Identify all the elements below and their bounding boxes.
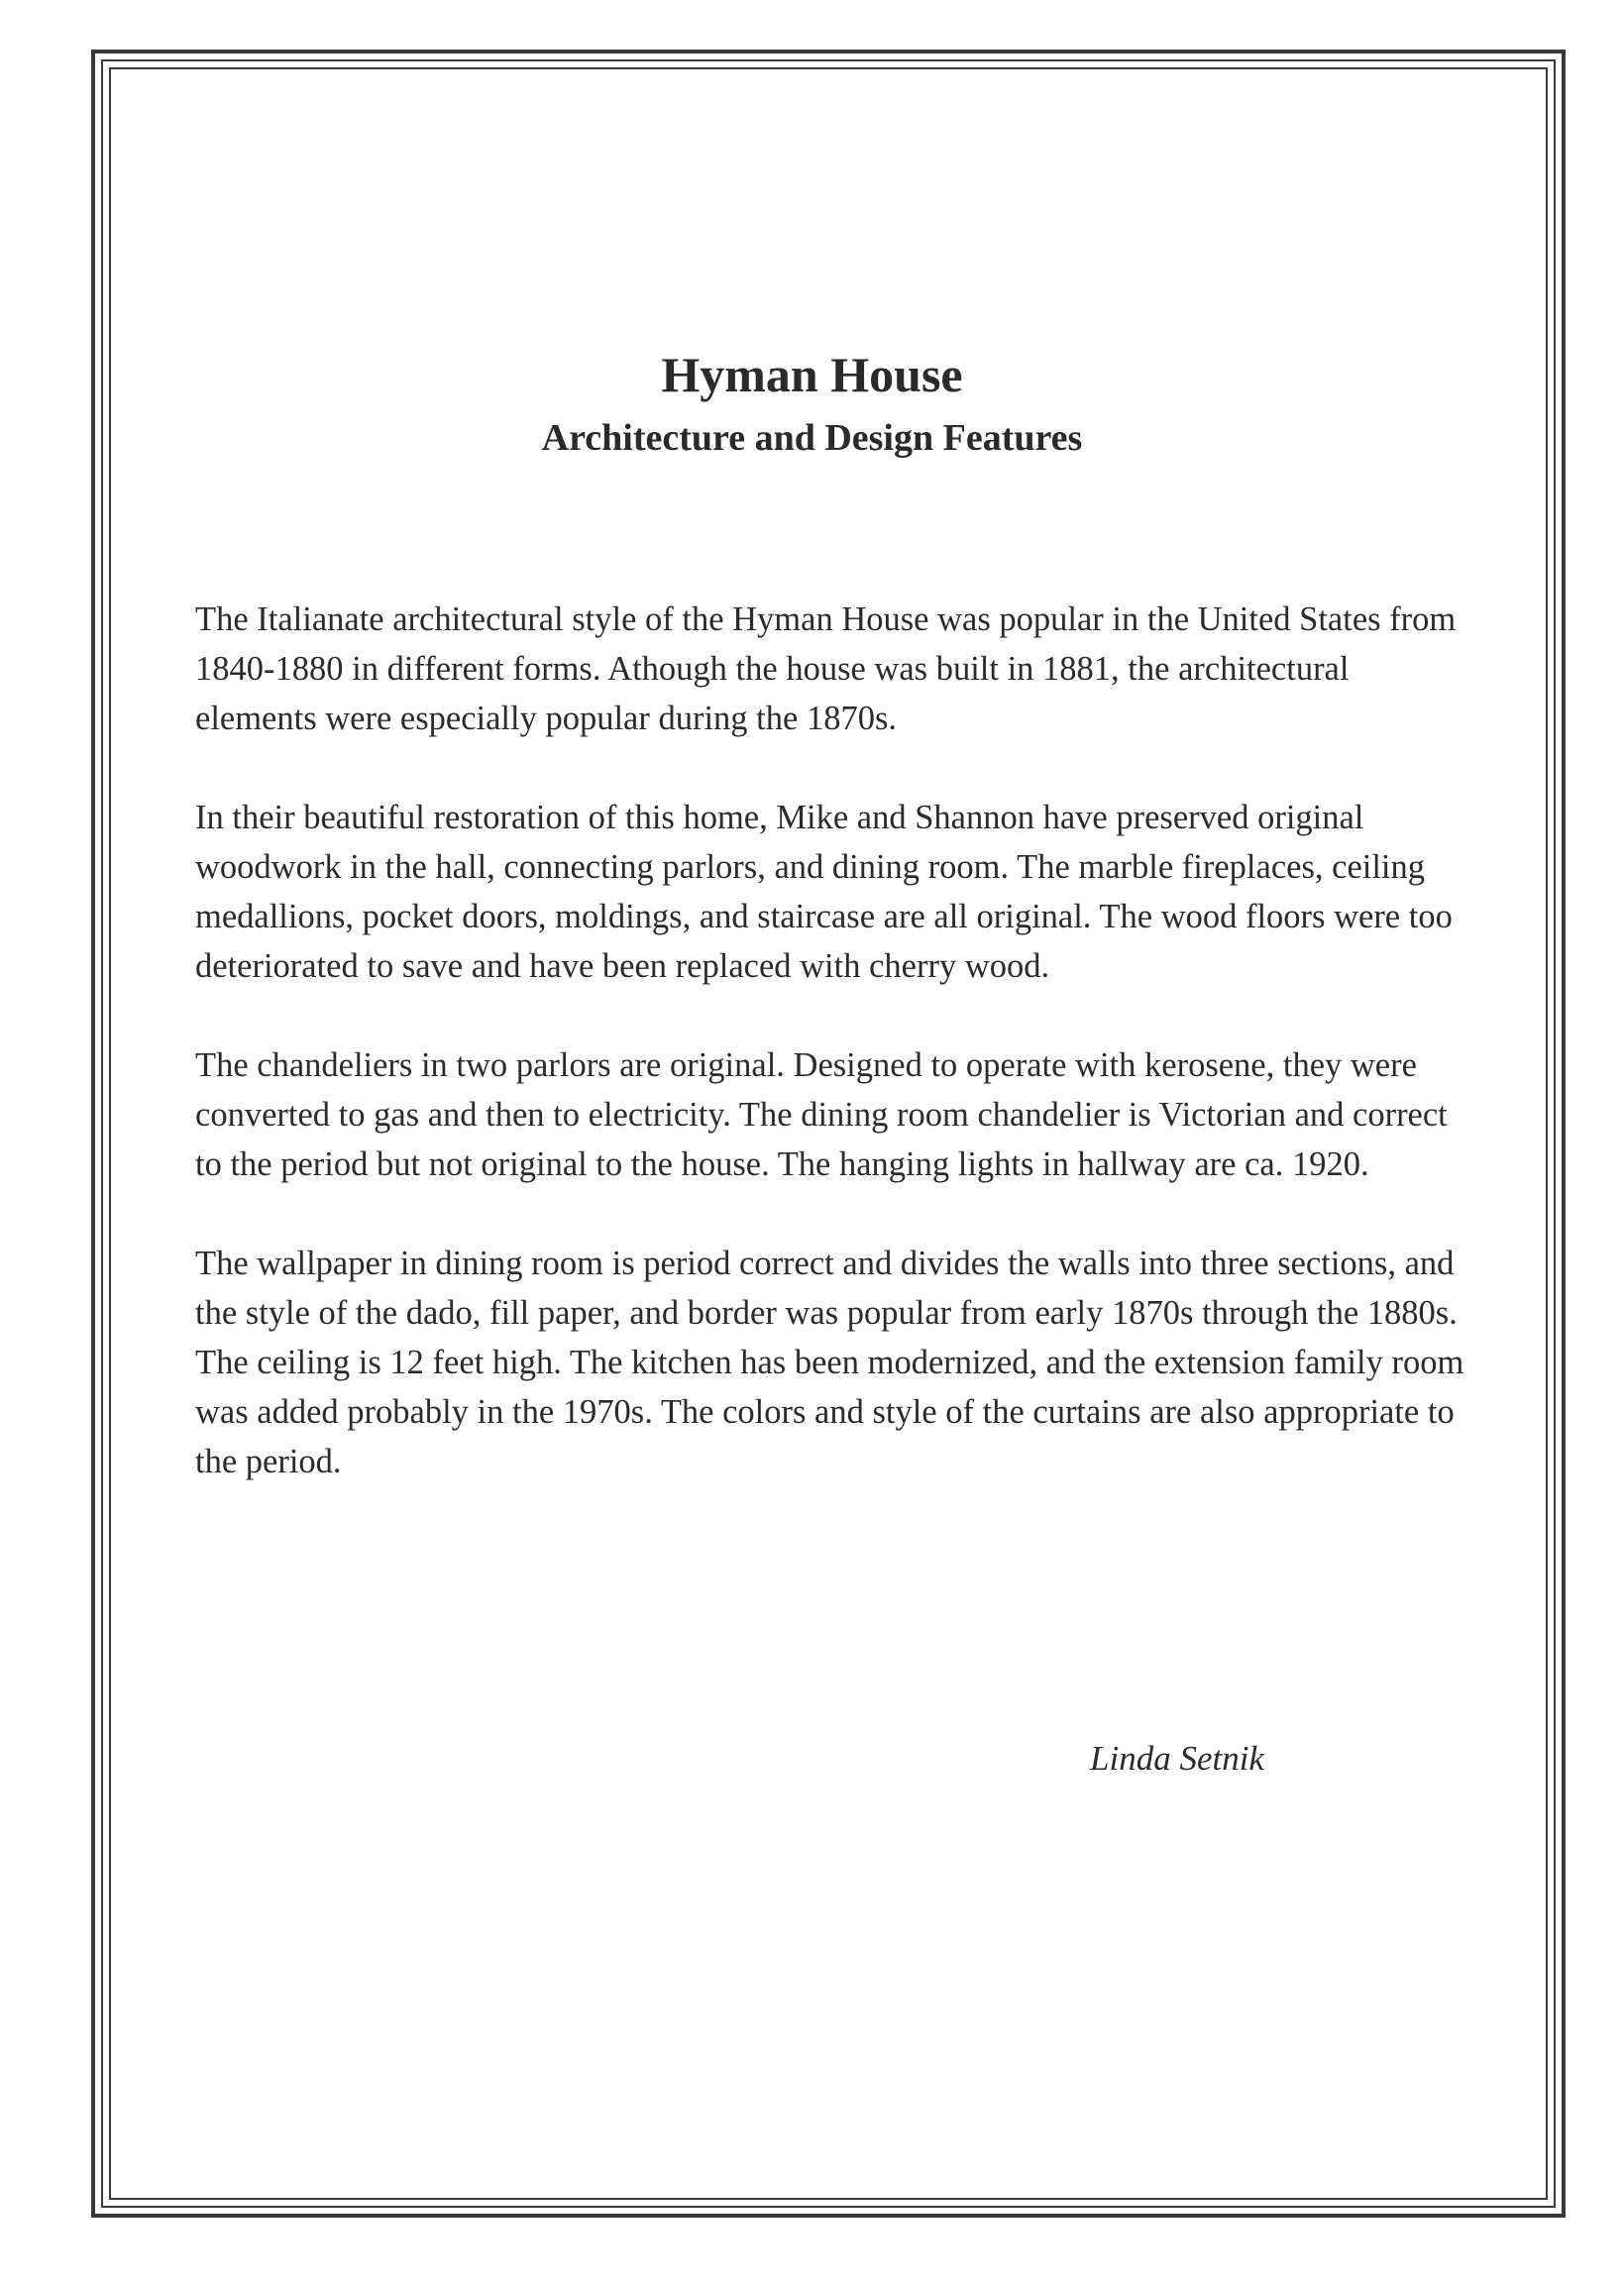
document-body xyxy=(195,595,1473,1536)
document-subtitle: Architecture and Design Features xyxy=(541,417,1083,459)
paragraph-chandeliers: The chandeliers in two parlors are original. Designed to operate with kerosene, they were converted to gas and then to electricity. The dining room chandelier is Victorian and correct to the period but not original to the house. The hanging lights in hallway are ca. 1920. xyxy=(195,1046,1448,1183)
author-signature: Linda Setnik xyxy=(1090,1739,1264,1778)
paragraph-italianate-style: The Italianate architectural style of the Hyman House was popular in the United States from 1840-1880 in different forms. Athough the house was built in 1881, the architectural elements were especially popular during the 1870s. xyxy=(195,600,1457,737)
paragraph-restoration: In their beautiful restoration of this home, Mike and Shannon have preserved original woodwork in the hall, connecting parlors, and dining room. The marble fireplaces, ceiling medallions, pocket doors, moldings, and staircase are all original. The wood floors were too deteriorated to save and have been replaced with cherry wood. xyxy=(195,799,1453,985)
paragraph-wallpaper: The wallpaper in dining room is period correct and divides the walls into three sections, and the style of the dado, fill paper, and border was popular from early 1870s through the 1880s. The ceiling is 12 feet high. The kitchen has been modernized, and the extension family room was added probably in the 1970s. The colors and style of the curtains are also appropriate to the period. xyxy=(195,1245,1464,1480)
document-title: Hyman House xyxy=(661,347,963,402)
